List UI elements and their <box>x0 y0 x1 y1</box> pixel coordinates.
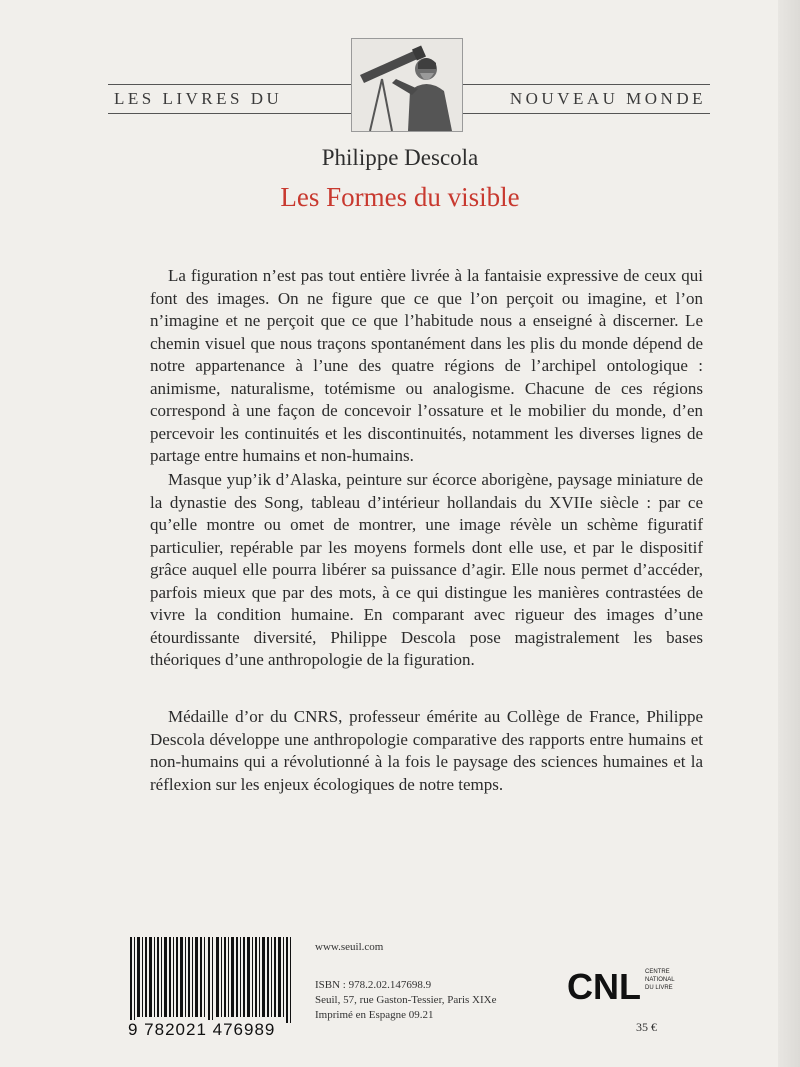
series-label-right: NOUVEAU MONDE <box>509 89 706 108</box>
blurb-paragraph-2 <box>150 469 703 672</box>
publisher-address: Seuil, 57, rue Gaston-Tessier, Paris XIXe <box>315 994 497 1006</box>
printed-in: Imprimé en Espagne 09.21 <box>315 1009 434 1021</box>
author-bio-paragraph <box>150 706 703 796</box>
paragraph-text: Médaille d’or du CNRS, professeur émérite au Collège de France, Philippe Descola développe une anthropologie comparative des rapports entre humains et non-humains qui a révolutionné à la fois le paysage des sciences humaines et la réflexion sur les enjeux écologiques de notre temps. <box>150 707 703 794</box>
cnl-logo <box>567 963 687 1008</box>
series-label-left: LES LIVRES DU <box>114 89 283 108</box>
publisher-website: www.seuil.com <box>315 941 384 953</box>
author-name: Philippe Descola <box>321 145 479 170</box>
paragraph-text: Masque yup’ik d’Alaska, peinture sur écorce aborigène, paysage miniature de la dynastie des Song, tableau d’intérieur hollandais du XVIIe siècle : par ce qu’elle montre ou omet de montrer, une image révèle un schème figuratif particulier, repérable par les moyens formels dont elle use, et par le dispositif grâce auquel elle pourra libérer sa puissance d’agir. Elle nous permet d’accéder, parfois mieux que par des mots, à ce qui distingue les manières contrastées de vivre la condition humaine. En comparant avec rigueur des images d’une étourdissante diversité, Philippe Descola pose magistralement les bases théoriques d’une anthropologie de la figuration. <box>150 470 703 669</box>
price: 35 € <box>636 1020 657 1034</box>
isbn: ISBN : 978.2.02.147698.9 <box>315 979 432 991</box>
cnl-text-2: NATIONAL <box>645 977 675 983</box>
astronomer-with-telescope-icon <box>351 38 463 132</box>
barcode-number: 9 782021 476989 <box>128 1020 276 1039</box>
cnl-text-3: DU LIVRE <box>645 985 673 991</box>
blurb-paragraph-1 <box>150 265 703 468</box>
book-title: Les Formes du visible <box>280 182 520 212</box>
cnl-text-1: CENTRE <box>645 969 670 975</box>
paragraph-text: La figuration n’est pas tout entière livrée à la fantaisie expressive de ceux qui font des images. On ne figure que ce que l’on perçoit ou imagine, et l’on n’imagine et ne perçoit que ce que l’habitude nous a enseigné à discerner. Le chemin visuel que nous traçons spontanément dans les plis du monde dépend de notre appartenance à l’une des quatre régions de l’archipel ontologique : animisme, naturalisme, totémisme ou analogisme. Chacune de ces régions correspond à une façon de concevoir l’ossature et le mobilier du monde, d’en percevoir les continuités et les discontinuités, notamment les diverses lignes de partage entre humains et non-humains. <box>150 266 703 465</box>
cnl-letters: CNL <box>567 966 641 1007</box>
